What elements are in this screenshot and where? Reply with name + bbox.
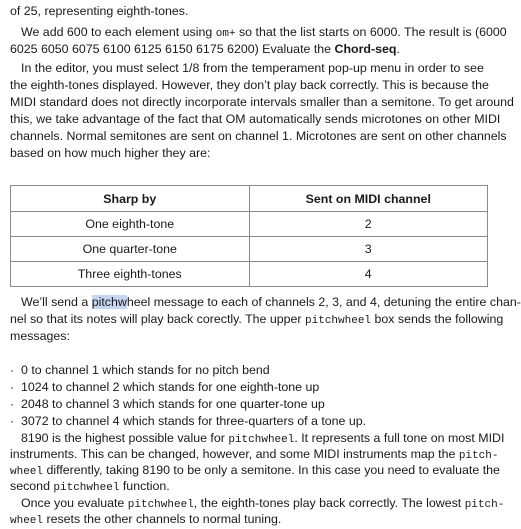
- para2-line1: In the editor, you must select 1/8 from the temperament pop-up menu in order to see: [21, 61, 484, 75]
- para4-line3: wheel differently, taking 8190 to be only a semitone. In this case you need to evaluate the: [10, 463, 500, 478]
- bullet-marker: ·: [10, 414, 22, 428]
- para1-line1: We add 600 to each element using om+ so that the list starts on 6000. The result is (6000: [21, 25, 507, 40]
- table-header-row: [11, 186, 488, 212]
- table-cell: 3: [249, 237, 488, 262]
- para4-line4: second pitchwheel function.: [10, 479, 170, 494]
- bullet-marker: ·: [10, 380, 22, 394]
- midi-channel-table: [10, 185, 488, 287]
- para5-line2: wheel resets the other channels to normal tuning.: [10, 512, 282, 527]
- intro-line: of 25, representing eighth-tones.: [10, 4, 189, 18]
- table-cell: Three eighth-tones: [11, 262, 250, 287]
- table-cell: 4: [249, 262, 488, 287]
- list-item: · 1024 to channel 2 which stands for one eighth-tone up: [10, 380, 320, 394]
- para2-line2: the eighth-tones displayed. However, they don’t play back correctly. This is because the: [10, 78, 489, 92]
- list-item: · 0 to channel 1 which stands for no pitch bend: [10, 363, 270, 377]
- para2-line5: channels. Normal semitones are sent on channel 1. Microtones are sent on other channels: [10, 129, 507, 143]
- para3-line1: We’ll send a pitchwheel message to each of channels 2, 3, and 4, detuning the entire chan-: [21, 295, 521, 309]
- para3-line2: nel so that its notes will play back corectly. The upper pitchwheel box sends the following: [10, 312, 504, 327]
- table-row: [11, 262, 488, 287]
- para4-line2: instruments. This can be changed, however, and some MIDI instruments map the pitch-: [10, 447, 499, 462]
- text-selection-highlight[interactable]: pitchw: [91, 295, 127, 309]
- para2-line4: this, we take advantage of the fact that OM automatically sends microtones on other MIDI: [10, 112, 501, 126]
- table-row: [11, 212, 488, 237]
- chord-seq-term: Chord-seq: [334, 42, 397, 56]
- list-item: · 3072 to channel 4 which stands for three-quarters of a tone up.: [10, 414, 367, 428]
- code-om-plus: om+: [215, 28, 236, 40]
- header-midi-channel: Sent on MIDI channel: [249, 186, 488, 212]
- para2-line3: MIDI standard does not directly incorporate intervals smaller than a semitone. To get around: [10, 95, 514, 109]
- para2-line6: based on how much higher they are:: [10, 146, 211, 160]
- para3-line3: messages:: [10, 329, 70, 343]
- table-cell: One eighth-tone: [11, 212, 250, 237]
- table-row: [11, 237, 488, 262]
- para5-line1: Once you evaluate pitchwheel, the eighth-tones play back correctly. The lowest pitch-: [21, 496, 505, 511]
- bullet-marker: ·: [10, 397, 22, 411]
- para1-line2: 6025 6050 6075 6100 6125 6150 6175 6200) Evaluate the Chord-seq.: [10, 42, 400, 56]
- table-cell: 2: [249, 212, 488, 237]
- bullet-marker: ·: [10, 363, 22, 377]
- code-pitchwheel: pitchwheel: [305, 315, 372, 327]
- header-sharp-by: Sharp by: [11, 186, 250, 212]
- list-item: · 2048 to channel 3 which stands for one quarter-tone up: [10, 397, 325, 411]
- para4-line1: 8190 is the highest possible value for pitchwheel. It represents a full tone on most MIDI: [21, 431, 505, 446]
- table-cell: One quarter-tone: [11, 237, 250, 262]
